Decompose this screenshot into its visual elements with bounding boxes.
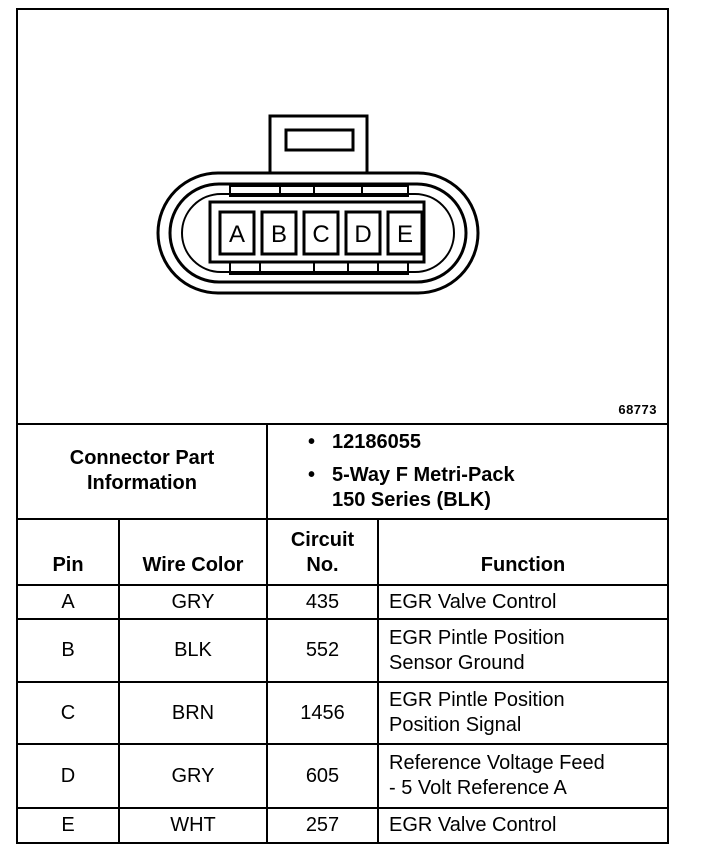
circuit-cell: 1456	[267, 682, 378, 744]
pin-letter-d: D	[354, 221, 372, 248]
connector-description-line1: 5-Way F Metri-Pack	[332, 464, 515, 486]
column-header-wire-color: Wire Color	[119, 519, 267, 585]
connector-info-row	[18, 423, 667, 519]
circuit-cell: 605	[267, 744, 378, 808]
wire-color-cell: GRY	[119, 744, 267, 808]
part-number: 12186055	[332, 431, 421, 453]
pin-cell: B	[18, 619, 119, 682]
wire-color-cell: GRY	[119, 585, 267, 619]
pin-cell: C	[18, 682, 119, 744]
pin-cell: D	[18, 744, 119, 808]
function-line2: Position Signal	[389, 714, 522, 736]
column-header-circuit	[267, 519, 378, 585]
table-row	[18, 585, 667, 619]
function-cell	[378, 808, 667, 842]
connector-sheet	[16, 8, 669, 844]
table-row	[18, 619, 667, 682]
wire-color-cell: WHT	[119, 808, 267, 842]
function-line1: Reference Voltage Feed	[389, 752, 605, 774]
latch-slot	[286, 130, 353, 150]
connector-info-label-line1: Connector Part	[69, 446, 215, 469]
function-cell	[378, 619, 667, 682]
pin-cell: E	[18, 808, 119, 842]
function-cell	[378, 585, 667, 619]
circuit-cell: 435	[267, 585, 378, 619]
wire-color-cell: BLK	[119, 619, 267, 682]
figure-id: 68773	[618, 402, 657, 417]
table-row	[18, 682, 667, 744]
pin-cell: A	[18, 585, 119, 619]
table-header-row	[18, 519, 667, 585]
connector-description-line2: 150 Series (BLK)	[332, 489, 491, 511]
circuit-header-line2: No.	[306, 554, 339, 576]
connector-table	[18, 423, 667, 842]
function-line1: EGR Pintle Position	[389, 626, 565, 649]
connector-drawing	[18, 10, 667, 423]
table-row	[18, 744, 667, 808]
function-line1: EGR Pintle Position	[389, 689, 565, 711]
connector-info-list	[267, 423, 667, 519]
function-line2: Sensor Ground	[389, 651, 525, 674]
function-line2: - 5 Volt Reference A	[389, 777, 567, 799]
pin-letter-e: E	[396, 221, 414, 248]
pin-letter-a: A	[228, 221, 246, 248]
circuit-header-line1: Circuit	[290, 529, 355, 551]
circuit-cell: 257	[267, 808, 378, 842]
function-line1: EGR Valve Control	[389, 590, 557, 613]
wire-color-cell: BRN	[119, 682, 267, 744]
connector-info-label	[18, 423, 267, 519]
bullet-icon: •	[308, 464, 316, 486]
function-line1: EGR Valve Control	[389, 814, 557, 836]
pin-letter-c: C	[312, 221, 330, 248]
circuit-cell: 552	[267, 619, 378, 682]
column-header-function: Function	[378, 519, 667, 585]
function-cell	[378, 744, 667, 808]
bullet-icon: •	[308, 431, 316, 453]
connector-figure	[18, 10, 667, 425]
column-header-pin: Pin	[18, 519, 119, 585]
connector-info-label-line2: Information	[87, 471, 197, 494]
function-cell	[378, 682, 667, 744]
pin-letter-b: B	[270, 221, 288, 248]
table-row	[18, 808, 667, 842]
